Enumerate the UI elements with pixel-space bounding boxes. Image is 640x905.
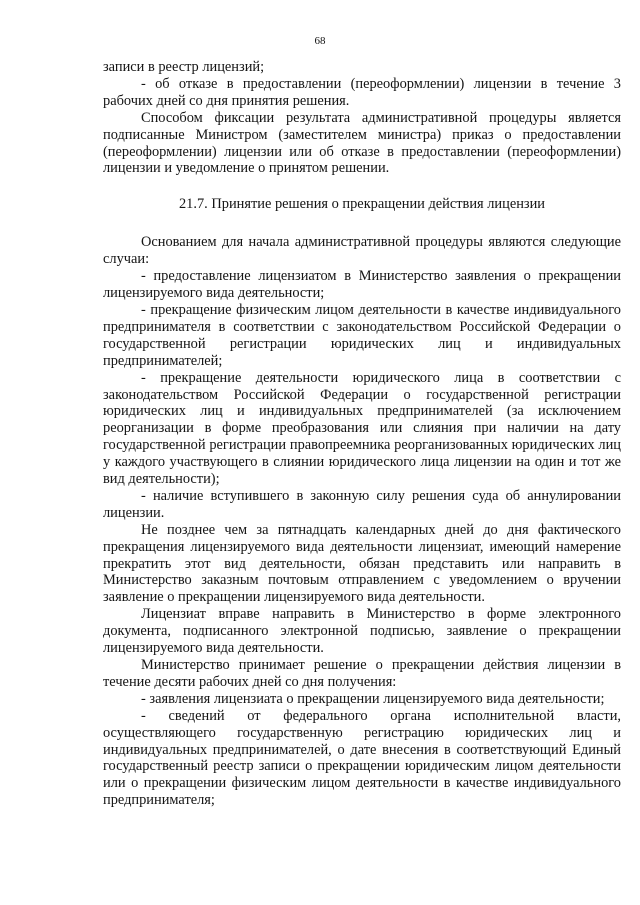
list-item: - прекращение деятельности юридического лица в соответствии с законодательством Российской Федерации о государственной регистрации юридических лиц и индивидуальных предпринимателей (за исключением реорганизации в форме преобразования или слияния при наличии на дату государственной регистрации правопреемника реорганизованных юридических лиц у каждого участвующего в слиянии юридического лица лицензии на один и тот же вид деятельности); [103, 369, 621, 488]
paragraph: - об отказе в предоставлении (переоформлении) лицензии в течение 3 рабочих дней со дня принятия решения. [103, 75, 621, 109]
list-item: - предоставление лицензиатом в Министерство заявления о прекращении лицензируемого вида деятельности; [103, 268, 621, 302]
paragraph: записи в реестр лицензий; [103, 59, 265, 75]
list-item: - заявления лицензиата о прекращении лицензируемого вида деятельности; [141, 690, 605, 707]
list-item: - сведений от федерального органа исполнительной власти, осуществляющего государственную регистрацию юридических лиц и индивидуальных предпринимателей, о дате внесения в соответствующий Единый государственный реестр записи о прекращении юридическим лицом деятельности или о прекращении физическим лицом деятельности в качестве индивидуального предпринимателя; [103, 707, 621, 809]
list-item: - прекращение физическим лицом деятельности в качестве индивидуального предпринимателя в соответствии с законодательством Российской Федерации о государственной регистрации юридических лиц и индивидуальных предпринимателей; [103, 301, 621, 369]
paragraph: Способом фиксации результата административной процедуры является подписанные Министром (заместителем министра) приказ о предоставлении (переоформлении) лицензии или об отказе в предоставлении (переоформлении) лицензии и уведомление о принятом решении. [103, 109, 621, 177]
section-heading: 21.7. Принятие решения о прекращении действия лицензии [178, 196, 545, 213]
paragraph: Министерство принимает решение о прекращении действия лицензии в течение десяти рабочих дней со дня получения: [103, 657, 621, 690]
page-number: 68 [314, 35, 326, 47]
paragraph: Основанием для начала административной процедуры являются следующие случаи: [103, 234, 621, 268]
paragraph: Лицензиат вправе направить в Министерство в форме электронного документа, подписанного электронной подписью, заявление о прекращении лицензируемого вида деятельности. [103, 606, 621, 657]
document-body [103, 59, 621, 809]
paragraph: Не позднее чем за пятнадцать календарных дней до дня фактического прекращения лицензируемого вида деятельности лицензиат, имеющий намерение прекратить этот вид деятельности, обязан представить или направить в Министерство заказным почтовым отправлением с уведомлением о вручении заявление о прекращении лицензируемого вида деятельности. [103, 521, 621, 606]
list-item: - наличие вступившего в законную силу решения суда об аннулировании лицензии. [103, 487, 621, 521]
